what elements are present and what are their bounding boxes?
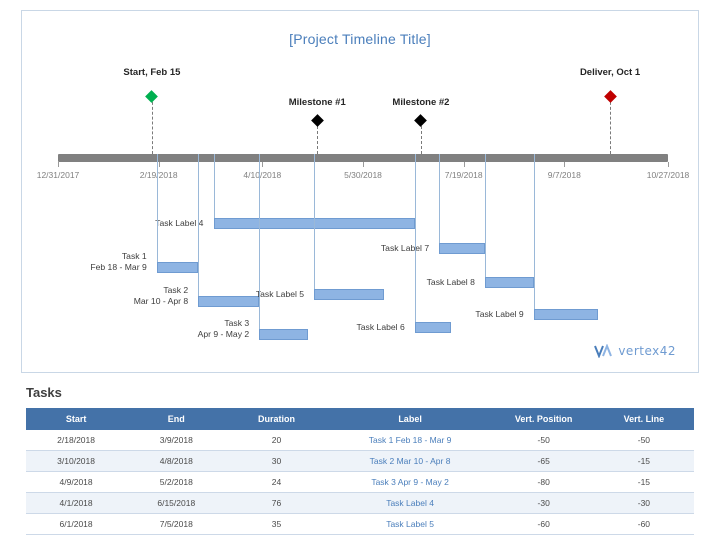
task-connector-line [485, 154, 486, 277]
table-cell-vert-position: -80 [494, 472, 594, 493]
tasks-table-column-header[interactable]: Vert. Line [594, 408, 694, 430]
table-cell-vert-line: -30 [594, 493, 694, 514]
logo-mark-icon [594, 344, 614, 358]
milestone-label: Deliver, Oct 1 [579, 67, 641, 78]
task-connector-line [415, 154, 416, 322]
task-connector-line [439, 154, 440, 243]
table-cell-vert-position: -60 [494, 514, 594, 535]
task-connector-line [314, 154, 315, 289]
task-bar-label [381, 243, 429, 254]
table-cell-duration: 76 [226, 493, 326, 514]
task-bar-label [155, 218, 203, 229]
axis-tick [564, 162, 565, 167]
task-bar-label [198, 318, 250, 340]
task-bar-label-line1: Task 1 [121, 251, 147, 261]
milestone-marker [311, 114, 324, 127]
tasks-table-column-header[interactable]: End [126, 408, 226, 430]
table-cell-duration: 30 [226, 451, 326, 472]
task-bar-label-line1: Task Label 9 [475, 309, 524, 319]
table-cell-end: 5/2/2018 [126, 472, 226, 493]
axis-tick [668, 162, 669, 167]
tasks-table-column-header[interactable]: Start [26, 408, 126, 430]
axis-tick-label: 12/31/2017 [36, 170, 80, 180]
task-bar-label-line1: Task 3 [224, 318, 250, 328]
tasks-table-head [26, 408, 694, 430]
milestone-label: Start, Feb 15 [123, 67, 181, 78]
table-cell-start: 6/1/2018 [26, 514, 126, 535]
table-row[interactable] [26, 514, 694, 535]
task-bar-label-line1: Task Label 7 [380, 243, 430, 253]
table-cell-end: 4/8/2018 [126, 451, 226, 472]
axis-tick [159, 162, 160, 167]
task-bar-label-line1: Task Label 8 [426, 277, 475, 287]
tasks-table-body [26, 430, 694, 535]
task-bar[interactable] [439, 243, 485, 254]
task-connector-line [157, 154, 158, 262]
task-bar-label-line1: Task Label 4 [155, 218, 204, 228]
table-cell-duration: 24 [226, 472, 326, 493]
chart-title: [Project Timeline Title] [289, 31, 431, 47]
axis-tick [262, 162, 263, 167]
task-bar-label [356, 322, 404, 333]
table-cell-vert-position: -50 [494, 430, 594, 451]
table-cell-vert-line: -15 [594, 451, 694, 472]
task-bar-label [427, 277, 475, 288]
task-bar-label-line1: Task Label 5 [255, 289, 305, 299]
task-bar-label-line2: Apr 9 - May 2 [197, 329, 250, 339]
table-cell-duration: 20 [226, 430, 326, 451]
table-cell-label: Task Label 5 [327, 514, 494, 535]
table-cell-start: 3/10/2018 [26, 451, 126, 472]
axis-tick-label: 10/27/2018 [646, 170, 690, 180]
task-bar-label [475, 309, 523, 320]
milestone-marker [415, 114, 428, 127]
table-row[interactable] [26, 472, 694, 493]
task-connector-line [534, 154, 535, 309]
axis-tick [58, 162, 59, 167]
task-bar[interactable] [198, 296, 259, 307]
table-cell-vert-position: -65 [494, 451, 594, 472]
table-cell-label: Task 1 Feb 18 - Mar 9 [327, 430, 494, 451]
tasks-heading: Tasks [26, 385, 62, 400]
table-row[interactable] [26, 451, 694, 472]
task-bar-label-line1: Task 2 [163, 285, 189, 295]
table-cell-end: 7/5/2018 [126, 514, 226, 535]
logo-text: vertex42 [618, 344, 676, 358]
table-cell-label: Task 2 Mar 10 - Apr 8 [327, 451, 494, 472]
table-row[interactable] [26, 430, 694, 451]
table-cell-duration: 35 [226, 514, 326, 535]
table-row[interactable] [26, 493, 694, 514]
table-cell-start: 2/18/2018 [26, 430, 126, 451]
table-cell-start: 4/1/2018 [26, 493, 126, 514]
task-connector-line [198, 154, 199, 296]
axis-tick-label: 4/10/2018 [243, 170, 282, 180]
milestone-stem [152, 97, 153, 154]
table-cell-vert-line: -60 [594, 514, 694, 535]
table-cell-label: Task 3 Apr 9 - May 2 [327, 472, 494, 493]
task-bar[interactable] [485, 277, 534, 288]
table-cell-end: 6/15/2018 [126, 493, 226, 514]
task-bar[interactable] [157, 262, 198, 273]
tasks-table-header-row [26, 408, 694, 430]
task-connector-line [259, 154, 260, 329]
tasks-table-column-header[interactable]: Label [327, 408, 494, 430]
task-bar[interactable] [259, 329, 308, 340]
timeline-axis [58, 154, 668, 162]
axis-tick [363, 162, 364, 167]
tasks-table-column-header[interactable]: Duration [226, 408, 326, 430]
milestone-label: Milestone #1 [288, 97, 346, 108]
project-timeline-chart [21, 10, 699, 373]
table-cell-label: Task Label 4 [327, 493, 494, 514]
tasks-table-column-header[interactable]: Vert. Position [494, 408, 594, 430]
task-bar-label-line2: Feb 18 - Mar 9 [90, 262, 147, 272]
task-bar-label [90, 251, 146, 273]
axis-tick-label: 9/7/2018 [547, 170, 581, 180]
axis-tick-label: 5/30/2018 [344, 170, 382, 180]
table-cell-vert-line: -50 [594, 430, 694, 451]
milestone-stem [610, 97, 611, 154]
milestone-marker [604, 90, 617, 103]
table-cell-start: 4/9/2018 [26, 472, 126, 493]
axis-tick-label: 2/19/2018 [139, 170, 178, 180]
task-bar-label-line2: Mar 10 - Apr 8 [133, 296, 189, 306]
task-bar-label [256, 289, 304, 300]
table-cell-end: 3/9/2018 [126, 430, 226, 451]
table-cell-vert-position: -30 [494, 493, 594, 514]
tasks-table [26, 408, 694, 535]
task-bar-label-line1: Task Label 6 [356, 322, 405, 332]
table-cell-vert-line: -15 [594, 472, 694, 493]
task-bar[interactable] [534, 309, 598, 320]
task-bar[interactable] [314, 289, 384, 300]
task-bar[interactable] [415, 322, 452, 333]
task-bar-label [134, 285, 188, 307]
axis-tick [464, 162, 465, 167]
task-connector-line [214, 154, 215, 218]
axis-tick-label: 7/19/2018 [444, 170, 483, 180]
milestone-marker [146, 90, 159, 103]
milestone-label: Milestone #2 [392, 97, 450, 108]
vertex42-logo [594, 344, 676, 358]
